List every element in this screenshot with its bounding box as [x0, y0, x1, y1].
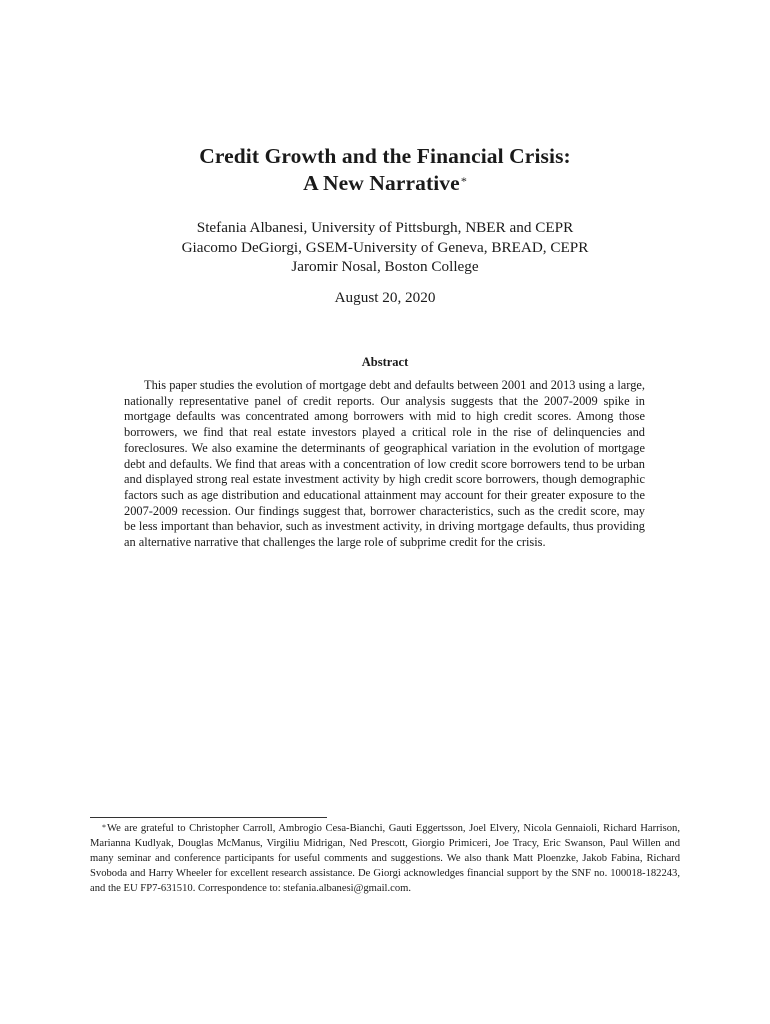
footnote-text: We are grateful to Christopher Carroll, Ambrogio Cesa-Bianchi, Gauti Eggertsson, Joel Elvery, Nicola Gennaioli, Richard Harrison, Marianna Kudlyak, Douglas McManus, Virgiliu Midrigan, Ned Prescott, Giorgio Primiceri, Joe Tracy, Eric Swanson, Paul Willen and many seminar and conference participants for useful comments and suggestions. We also thank Matt Ploenzke, Jakob Fabina, Richard Svoboda and Harry Wheeler for excellent research assistance. De Giorgi acknowledges financial support by the SNF no. 100018-182243, and the EU FP7-631510. Correspondence to: stefania.albanesi@gmail.com. [90, 823, 680, 895]
title-line-1: Credit Growth and the Financial Crisis: [199, 144, 571, 168]
paper-title [0, 143, 770, 197]
footnote [90, 821, 680, 896]
author-line-2: Giacomo DeGiorgi, GSEM-University of Geneva, BREAD, CEPR [181, 238, 589, 256]
author-line-3: Jaromir Nosal, Boston College [291, 258, 479, 275]
abstract-text: This paper studies the evolution of mortgage debt and defaults between 2001 and 2013 using a large, nationally representative panel of credit reports. Our analysis suggests that the 2007-2009 spike in mortgage defaults was concentrated among borrowers with mid to high credit scores. Among those borrowers, we find that real estate investors played a critical role in the rise of delinquencies and foreclosures. We also examine the determinants of geographical variation in the evolution of mortgage debt and defaults. We find that areas with a concentration of low credit score borrowers tend to be urban and displayed strong real estate investment activity by high credit score borrowers, though demographic factors such as age distribution and educational attainment may account for their greater exposure to the 2007-2009 recession. Our findings suggest that, borrower characteristics, such as the credit score, may be less important than behavior, such as investment activity, in driving mortgage defaults, thus providing an alternative narrative that challenges the large role of subprime credit for the crisis. [124, 378, 645, 550]
title-line-2-text: A New Narrative [303, 171, 460, 195]
title-footnote-mark[interactable]: * [460, 174, 467, 188]
paper-date: August 20, 2020 [334, 289, 436, 306]
footnote-divider [90, 817, 327, 818]
author-list [0, 218, 770, 277]
author-line-1: Stefania Albanesi, University of Pittsburgh, NBER and CEPR [196, 219, 574, 236]
abstract-heading: Abstract [361, 355, 409, 369]
footnote-mark: * [102, 823, 106, 832]
title-line-2 [0, 170, 770, 197]
